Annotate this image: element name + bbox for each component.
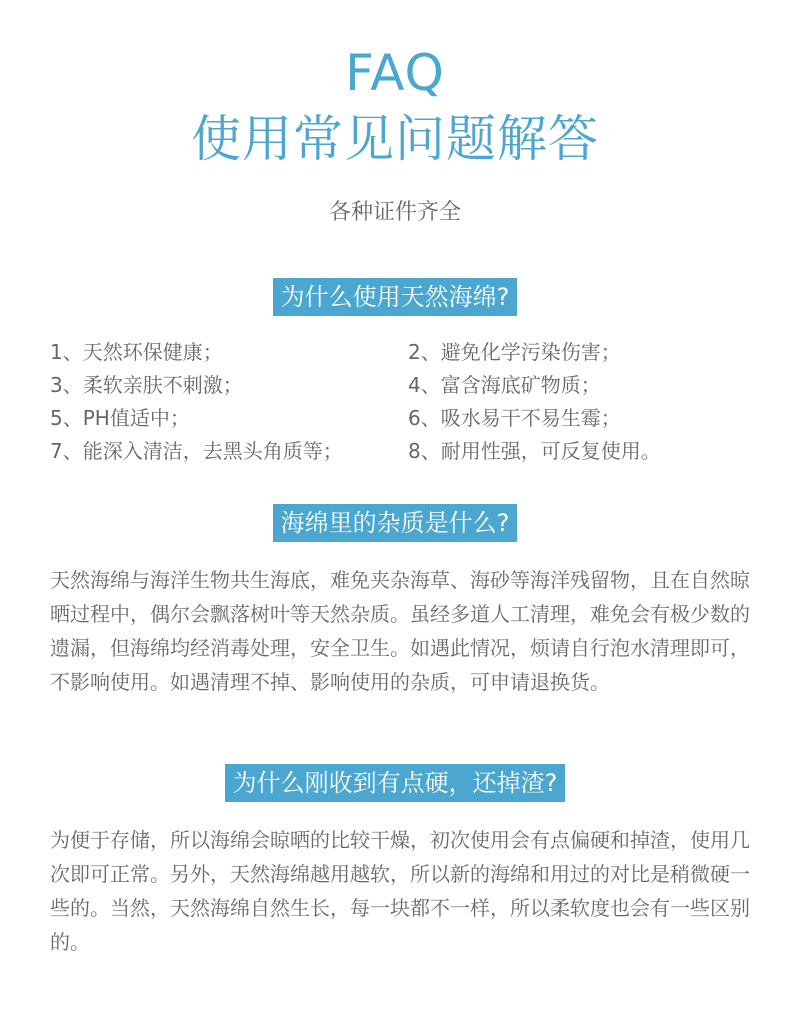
section-heading-impurities [0,504,790,542]
list-item: 2、避免化学污染伤害； [408,340,621,364]
list-item: 3、柔软亲肤不刺激； [50,373,243,397]
hardness-answer: 为便于存储，所以海绵会晾晒的比较干燥，初次使用会有点偏硬和掉渣，使用几次即可正常。另外，天然海绵越用越软，所以新的海绵和用过的对比是稍微硬一些的。当然，天然海绵自然生长，每一块都不一样，所以柔软度也会有一些区别的。 [50,828,750,954]
list-item: 1、天然环保健康； [50,340,223,364]
faq-label: FAQ [345,44,445,102]
list-item: 8、耐用性强，可反复使用。 [408,439,661,463]
section-heading-why-natural-sponge [0,278,790,316]
page-subtitle: 各种证件齐全 [328,200,461,225]
page-title: 使用常见问题解答 [191,110,599,168]
list-item: 5、PH值适中； [50,406,190,430]
benefits-list [50,336,750,468]
list-item: 6、吸水易干不易生霉； [408,406,621,430]
section-heading-hardness [0,764,790,802]
section-heading-label: 海绵里的杂质是什么? [273,504,518,542]
impurities-answer: 天然海绵与海洋生物共生海底，难免夹杂海草、海砂等海洋残留物，且在自然晾晒过程中，偶尔会飘落树叶等天然杂质。虽经多道人工清理，难免会有极少数的遗漏，但海绵均经消毒处理，安全卫生。如遇此情况，烦请自行泡水清理即可，不影响使用。如遇清理不掉、影响使用的杂质，可申请退换货。 [50,568,750,694]
section-heading-label: 为什么使用天然海绵? [273,278,518,316]
section-heading-label: 为什么刚收到有点硬，还掉渣? [225,764,566,802]
list-item: 4、富含海底矿物质； [408,373,601,397]
list-item: 7、能深入清洁，去黑头角质等； [50,439,343,463]
